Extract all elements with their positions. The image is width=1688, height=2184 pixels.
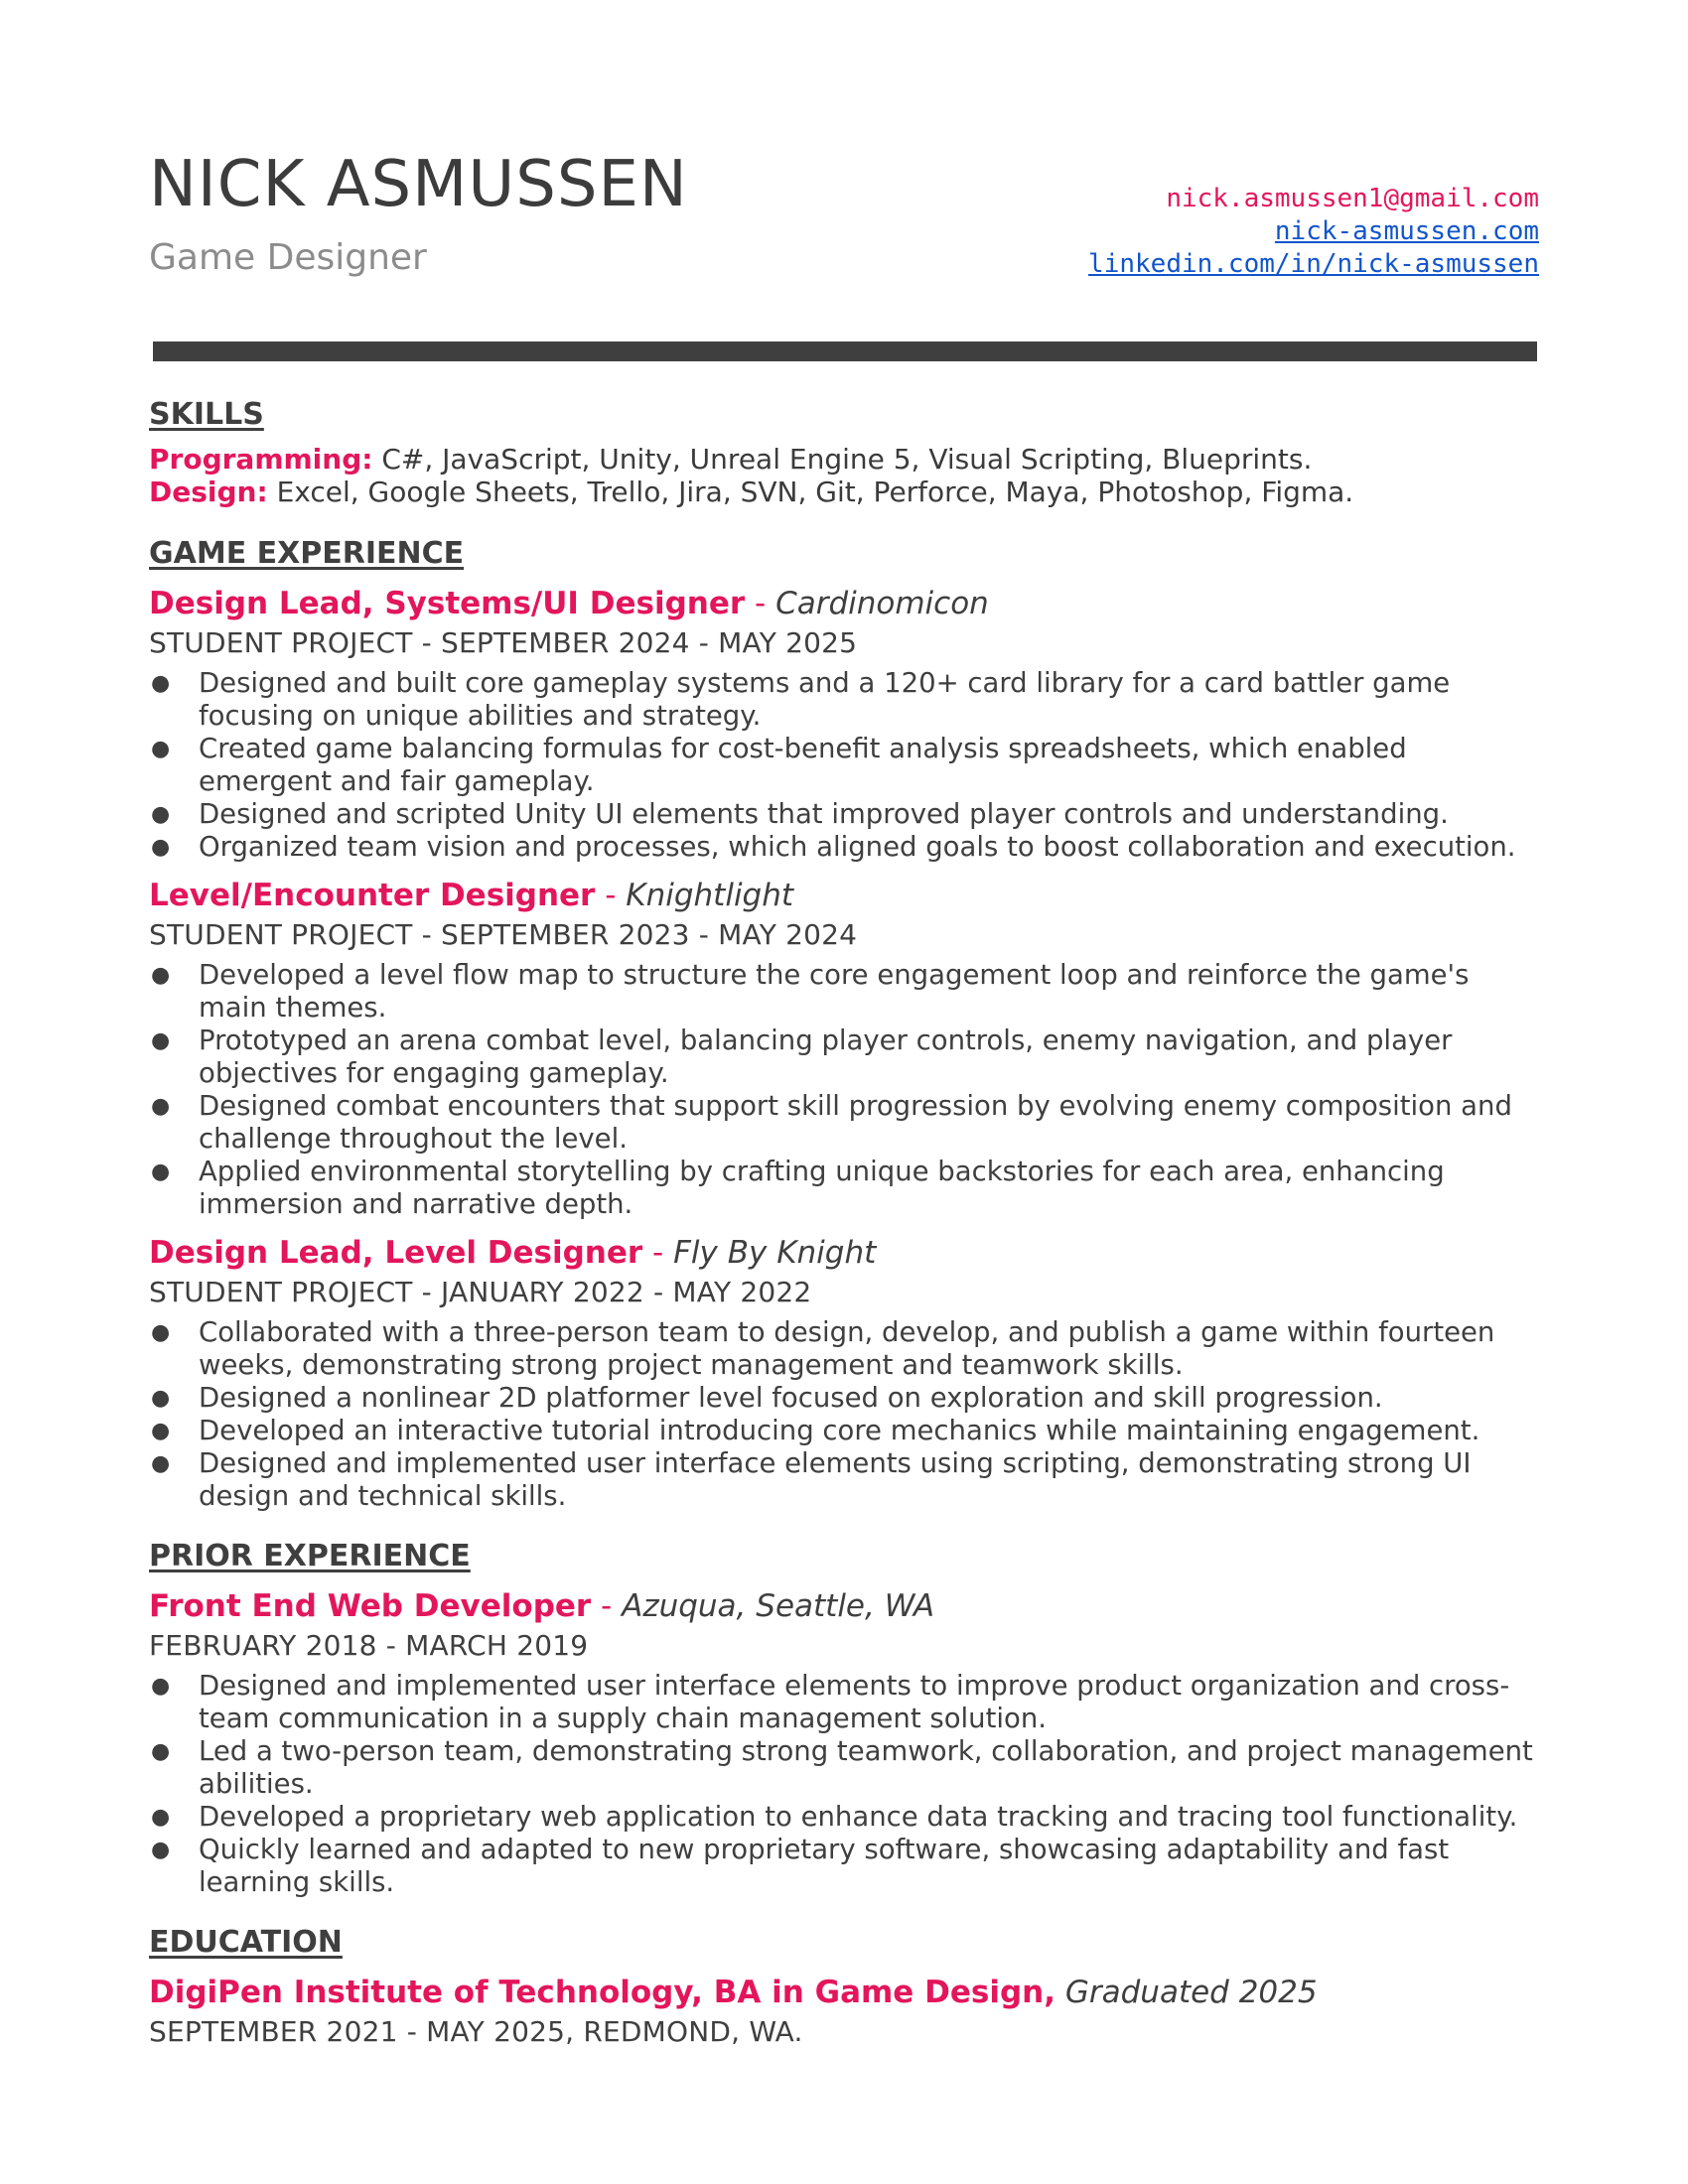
job-entry: [149, 1586, 1539, 1899]
resume-page: [149, 147, 1539, 2048]
prior-jobs: [149, 1586, 1539, 1899]
skill-line-programming: [149, 443, 1539, 476]
job-organization: Knightlight: [626, 878, 794, 913]
job-heading: [149, 1233, 1539, 1273]
degree-title: DigiPen Institute of Technology, BA in Game Design,: [149, 1975, 1055, 2010]
email-link[interactable]: nick.asmussen1@gmail.com: [1166, 184, 1539, 213]
job-entry: [149, 1233, 1539, 1513]
section-heading-game-experience: GAME EXPERIENCE: [149, 536, 465, 571]
bullet-item: ● Designed and scripted Unity UI elements that improved player controls and understanding.: [149, 798, 1539, 831]
skill-line-design: [149, 476, 1539, 508]
graduation-note: Graduated 2025: [1064, 1975, 1318, 2010]
section-heading-prior-experience: PRIOR EXPERIENCE: [149, 1539, 471, 1573]
job-organization: Fly By Knight: [673, 1235, 877, 1271]
bullet-item: ● Developed an interactive tutorial introducing core mechanics while maintaining engagement.: [149, 1415, 1539, 1447]
job-heading: [149, 584, 1539, 623]
bullet-item: ● Quickly learned and adapted to new proprietary software, showcasing adaptability and fast learning skills.: [149, 1834, 1539, 1899]
job-title: Front End Web Developer: [149, 1588, 592, 1624]
section-heading-skills: SKILLS: [149, 397, 264, 432]
entry-separator: -: [745, 586, 776, 621]
job-meta: FEBRUARY 2018 - MARCH 2019: [149, 1629, 589, 1662]
bullet-item: ● Designed and built core gameplay systems and a 120+ card library for a card battler game focusing on unique abilities and strategy.: [149, 667, 1539, 733]
linkedin-link[interactable]: linkedin.com/in/nick-asmussen: [1088, 249, 1539, 279]
bullet-item: ● Developed a level flow map to structure the core engagement loop and reinforce the game's main themes.: [149, 959, 1539, 1024]
header-divider: [153, 341, 1537, 361]
job-meta: STUDENT PROJECT - JANUARY 2022 - MAY 2022: [149, 1276, 812, 1308]
job-organization: Cardinomicon: [775, 586, 989, 621]
skill-value: Excel, Google Sheets, Trello, Jira, SVN, Git, Perforce, Maya, Photoshop, Figma.: [267, 476, 1354, 508]
bullet-item: ● Designed and implemented user interface elements using scripting, demonstrating strong UI design and technical skills.: [149, 1447, 1539, 1513]
bullet-item: ● Designed a nonlinear 2D platformer level focused on exploration and skill progression.: [149, 1382, 1539, 1415]
education-entry: [149, 1973, 1539, 2012]
job-bullets: [149, 1316, 1539, 1513]
job-meta: STUDENT PROJECT - SEPTEMBER 2024 - MAY 2025: [149, 626, 858, 659]
game-experience-section: [149, 536, 1539, 1513]
skill-label: Design:: [149, 476, 268, 508]
entry-separator: [1055, 1975, 1065, 2010]
job-meta: STUDENT PROJECT - SEPTEMBER 2023 - MAY 2024: [149, 918, 858, 951]
bullet-item: ● Designed and implemented user interface elements to improve product organization and cross-team communication in a supply chain management solution.: [149, 1670, 1539, 1735]
job-entry: [149, 876, 1539, 1221]
job-title: Design Lead, Systems/UI Designer: [149, 586, 746, 621]
contact-block: [1088, 183, 1539, 281]
bullet-item: ● Led a two-person team, demonstrating strong teamwork, collaboration, and project management abilities.: [149, 1735, 1539, 1801]
job-bullets: [149, 667, 1539, 864]
entry-separator: -: [642, 1235, 674, 1271]
candidate-name: NICK ASMUSSEN: [149, 148, 688, 221]
job-bullets: [149, 959, 1539, 1221]
game-jobs: [149, 584, 1539, 1513]
job-heading: [149, 1586, 1539, 1626]
job-entry: [149, 584, 1539, 864]
bullet-item: ● Organized team vision and processes, which aligned goals to boost collaboration and execution.: [149, 831, 1539, 864]
resume-content: [149, 397, 1539, 2052]
job-title: Level/Encounter Designer: [149, 878, 596, 913]
bullet-item: ● Prototyped an arena combat level, balancing player controls, enemy navigation, and player objectives for engaging gameplay.: [149, 1024, 1539, 1090]
bullet-item: ● Collaborated with a three-person team to design, develop, and publish a game within fourteen weeks, demonstrating strong project management and teamwork skills.: [149, 1316, 1539, 1382]
prior-experience-section: [149, 1539, 1539, 1899]
job-organization: Azuqua, Seattle, WA: [622, 1588, 935, 1624]
job-heading: [149, 876, 1539, 915]
skills-list: [149, 443, 1539, 508]
resume-header: [149, 147, 1539, 338]
skills-section: [149, 397, 1539, 508]
skill-label: Programming:: [149, 443, 373, 476]
bullet-item: ● Applied environmental storytelling by crafting unique backstories for each area, enhancing immersion and narrative depth.: [149, 1156, 1539, 1221]
bullet-item: ● Created game balancing formulas for cost-benefit analysis spreadsheets, which enabled emergent and fair gameplay.: [149, 733, 1539, 798]
skill-value: C#, JavaScript, Unity, Unreal Engine 5, Visual Scripting, Blueprints.: [372, 443, 1313, 476]
job-bullets: [149, 1670, 1539, 1899]
education-meta: SEPTEMBER 2021 - MAY 2025, REDMOND, WA.: [149, 2015, 803, 2048]
entry-separator: -: [595, 878, 627, 913]
job-title: Design Lead, Level Designer: [149, 1235, 643, 1271]
candidate-role: Game Designer: [149, 237, 427, 278]
education-section: [149, 1925, 1539, 2052]
section-heading-education: EDUCATION: [149, 1925, 343, 1960]
website-link[interactable]: nick-asmussen.com: [1274, 216, 1539, 246]
entry-separator: -: [591, 1588, 623, 1624]
bullet-item: ● Developed a proprietary web application to enhance data tracking and tracing tool functionality.: [149, 1801, 1539, 1834]
bullet-item: ● Designed combat encounters that support skill progression by evolving enemy composition and challenge throughout the level.: [149, 1090, 1539, 1156]
